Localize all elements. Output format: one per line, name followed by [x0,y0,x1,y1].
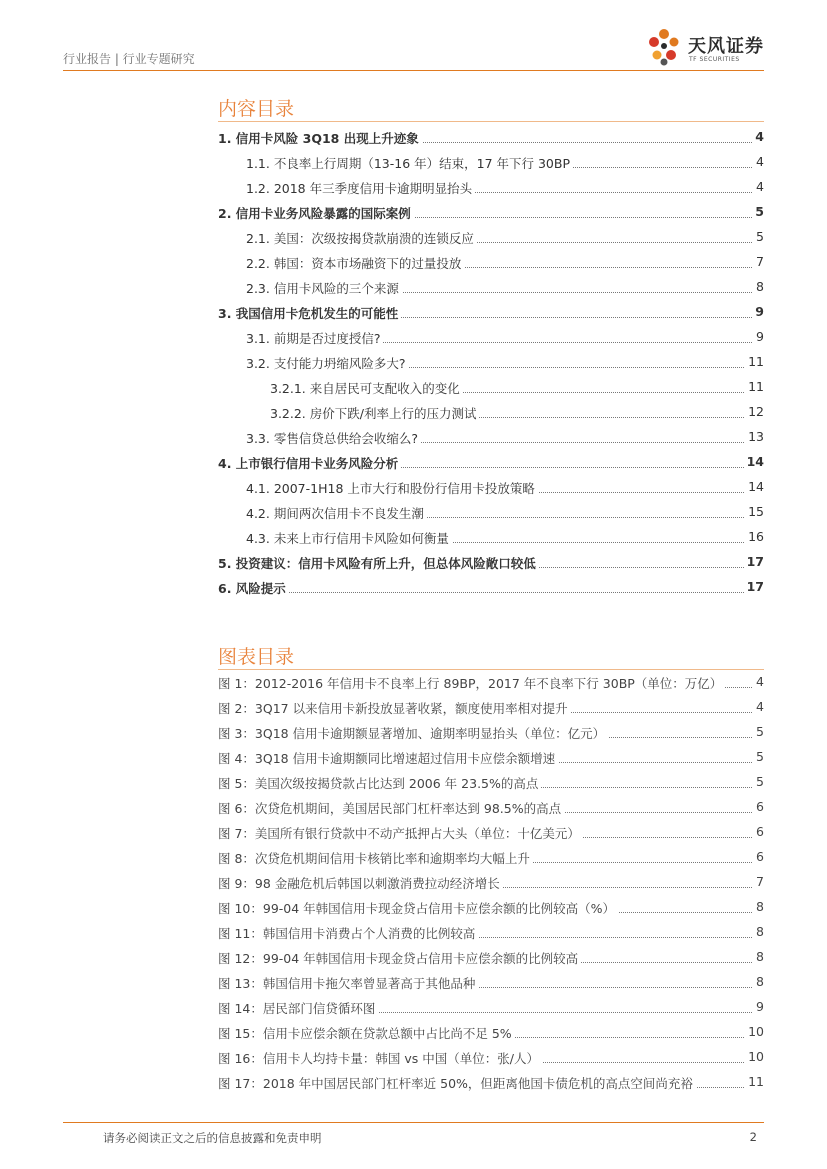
footer-divider [63,1122,764,1123]
entry-page-number: 6 [753,824,764,839]
entry-page-number: 9 [753,329,764,344]
entry-title: 图 15：信用卡应偿余额在贷款总额中占比尚不足 5% [218,1024,515,1042]
entry-title: 4. 上市银行信用卡业务风险分析 [218,454,401,472]
page-number: 2 [749,1130,757,1144]
toc-entry[interactable] [218,404,764,424]
toc-entry[interactable] [218,279,764,299]
entry-page-number: 17 [744,579,764,594]
toc-entry[interactable] [218,379,764,399]
toc-entry[interactable] [218,329,764,349]
entry-title: 图 10：99-04 年韩国信用卡现金贷占信用卡应偿余额的比例较高（%） [218,899,618,917]
entry-page-number: 6 [753,849,764,864]
entry-page-number: 11 [745,1074,764,1089]
figures-title-rule [218,669,764,670]
dot-leader [218,592,764,593]
entry-title: 1. 信用卡风险 3Q18 出现上升迹象 [218,129,422,147]
entry-page-number: 8 [753,279,764,294]
entry-page-number: 4 [752,129,764,144]
toc-entry[interactable] [218,129,764,149]
entry-title: 图 1：2012-2016 年信用卡不良率上行 89BP，2017 年不良率下行 30BP（单位：万亿） [218,674,725,692]
figure-entry[interactable] [218,799,764,819]
entry-title: 图 12：99-04 年韩国信用卡现金贷占信用卡应偿余额的比例较高 [218,949,581,967]
toc-entry[interactable] [218,529,764,549]
entry-title: 6. 风险提示 [218,579,289,597]
toc-title-rule [218,121,764,122]
company-logo [644,26,764,68]
entry-page-number: 4 [753,674,764,689]
entry-page-number: 9 [753,999,764,1014]
entry-page-number: 4 [753,699,764,714]
entry-page-number: 13 [745,429,764,444]
entry-page-number: 4 [753,179,764,194]
entry-title: 图 11：韩国信用卡消费占个人消费的比例较高 [218,924,478,942]
figure-entry[interactable] [218,699,764,719]
entry-page-number: 5 [753,749,764,764]
figure-entry[interactable] [218,724,764,744]
toc-entry[interactable] [218,479,764,499]
entry-page-number: 8 [753,949,764,964]
entry-title: 3. 我国信用卡危机发生的可能性 [218,304,401,322]
toc-entry[interactable] [218,304,764,324]
entry-page-number: 10 [745,1024,764,1039]
entry-title: 3.2. 支付能力坍缩风险多大? [246,354,408,372]
breadcrumb: 行业报告 | 行业专题研究 [63,52,195,66]
entry-title: 1.2. 2018 年三季度信用卡逾期明显抬头 [246,179,475,197]
entry-page-number: 7 [753,254,764,269]
toc-entry[interactable] [218,504,764,524]
entry-page-number: 8 [753,924,764,939]
entry-page-number: 9 [752,304,764,319]
figure-entry[interactable] [218,674,764,694]
logo-text-cn: 天风证券 [688,36,764,57]
figure-entry[interactable] [218,849,764,869]
figure-entry[interactable] [218,1024,764,1044]
entry-page-number: 16 [745,529,764,544]
entry-page-number: 8 [753,899,764,914]
figure-entry[interactable] [218,899,764,919]
entry-title: 5. 投资建议：信用卡风险有所上升，但总体风险敞口较低 [218,554,539,572]
footer-disclaimer: 请务必阅读正文之后的信息披露和免责申明 [103,1131,322,1145]
entry-page-number: 5 [753,774,764,789]
entry-title: 3.3. 零售信贷总供给会收缩么? [246,429,421,447]
entry-page-number: 5 [753,229,764,244]
entry-title: 图 9：98 金融危机后韩国以刺激消费拉动经济增长 [218,874,503,892]
entry-title: 图 8：次贷危机期间信用卡核销比率和逾期率均大幅上升 [218,849,533,867]
entry-page-number: 5 [753,724,764,739]
figure-entry[interactable] [218,974,764,994]
figure-entry[interactable] [218,774,764,794]
entry-title: 图 17：2018 年中国居民部门杠杆率近 50%，但距离他国卡债危机的高点空间尚充裕 [218,1074,696,1092]
entry-title: 1.1. 不良率上行周期（13-16 年）结束，17 年下行 30BP [246,154,573,172]
entry-title: 3.1. 前期是否过度授信? [246,329,383,347]
entry-title: 4.1. 2007-1H18 上市大行和股份行信用卡投放策略 [246,479,538,497]
entry-title: 图 6：次贷危机期间，美国居民部门杠杆率达到 98.5%的高点 [218,799,564,817]
entry-title: 图 14：居民部门信贷循环图 [218,999,378,1017]
figure-entry[interactable] [218,824,764,844]
entry-page-number: 12 [745,404,764,419]
entry-page-number: 11 [745,379,764,394]
entry-page-number: 14 [744,454,764,469]
entry-page-number: 4 [753,154,764,169]
figure-entry[interactable] [218,1074,764,1094]
entry-title: 2. 信用卡业务风险暴露的国际案例 [218,204,414,222]
entry-title: 4.3. 未来上市行信用卡风险如何衡量 [246,529,452,547]
toc-title: 内容目录 [218,98,295,120]
toc-entry[interactable] [218,429,764,449]
entry-page-number: 15 [745,504,764,519]
entry-title: 4.2. 期间两次信用卡不良发生潮 [246,504,427,522]
entry-title: 图 4：3Q18 信用卡逾期额同比增速超过信用卡应偿余额增速 [218,749,558,767]
header-divider [63,70,764,71]
entry-page-number: 11 [745,354,764,369]
toc-entry[interactable] [218,454,764,474]
entry-page-number: 14 [745,479,764,494]
entry-title: 2.3. 信用卡风险的三个来源 [246,279,402,297]
figure-entry[interactable] [218,999,764,1019]
figures-title: 图表目录 [218,646,295,668]
toc-entry[interactable] [218,554,764,574]
toc-entry[interactable] [218,154,764,174]
entry-title: 图 7：美国所有银行贷款中不动产抵押占大头（单位：十亿美元） [218,824,583,842]
toc-entry[interactable] [218,204,764,224]
entry-title: 图 16：信用卡人均持卡量：韩国 vs 中国（单位：张/人） [218,1049,542,1067]
entry-title: 2.2. 韩国：资本市场融资下的过量投放 [246,254,464,272]
figure-entry[interactable] [218,924,764,944]
entry-page-number: 8 [753,974,764,989]
entry-title: 3.2.2. 房价下跌/利率上行的压力测试 [270,404,479,422]
entry-page-number: 5 [752,204,764,219]
figure-entry[interactable] [218,874,764,894]
entry-page-number: 7 [753,874,764,889]
figure-entry[interactable] [218,1049,764,1069]
logo-flower-icon [644,26,684,68]
toc-entry[interactable] [218,179,764,199]
toc-entry[interactable] [218,354,764,374]
entry-title: 图 13：韩国信用卡拖欠率曾显著高于其他品种 [218,974,478,992]
entry-page-number: 17 [744,554,764,569]
figure-entry[interactable] [218,749,764,769]
toc-entry[interactable] [218,254,764,274]
entry-title: 2.1. 美国：次级按揭贷款崩溃的连锁反应 [246,229,477,247]
entry-title: 图 2：3Q17 以来信用卡新投放显著收紧，额度使用率相对提升 [218,699,571,717]
entry-page-number: 6 [753,799,764,814]
toc-entry[interactable] [218,229,764,249]
logo-text-en: TF SECURITIES [689,56,740,63]
toc-entry[interactable] [218,579,764,599]
entry-title: 图 5：美国次级按揭贷款占比达到 2006 年 23.5%的高点 [218,774,541,792]
entry-title: 3.2.1. 来自居民可支配收入的变化 [270,379,463,397]
entry-title: 图 3：3Q18 信用卡逾期额显著增加、逾期率明显抬头（单位：亿元） [218,724,608,742]
entry-page-number: 10 [745,1049,764,1064]
figure-entry[interactable] [218,949,764,969]
